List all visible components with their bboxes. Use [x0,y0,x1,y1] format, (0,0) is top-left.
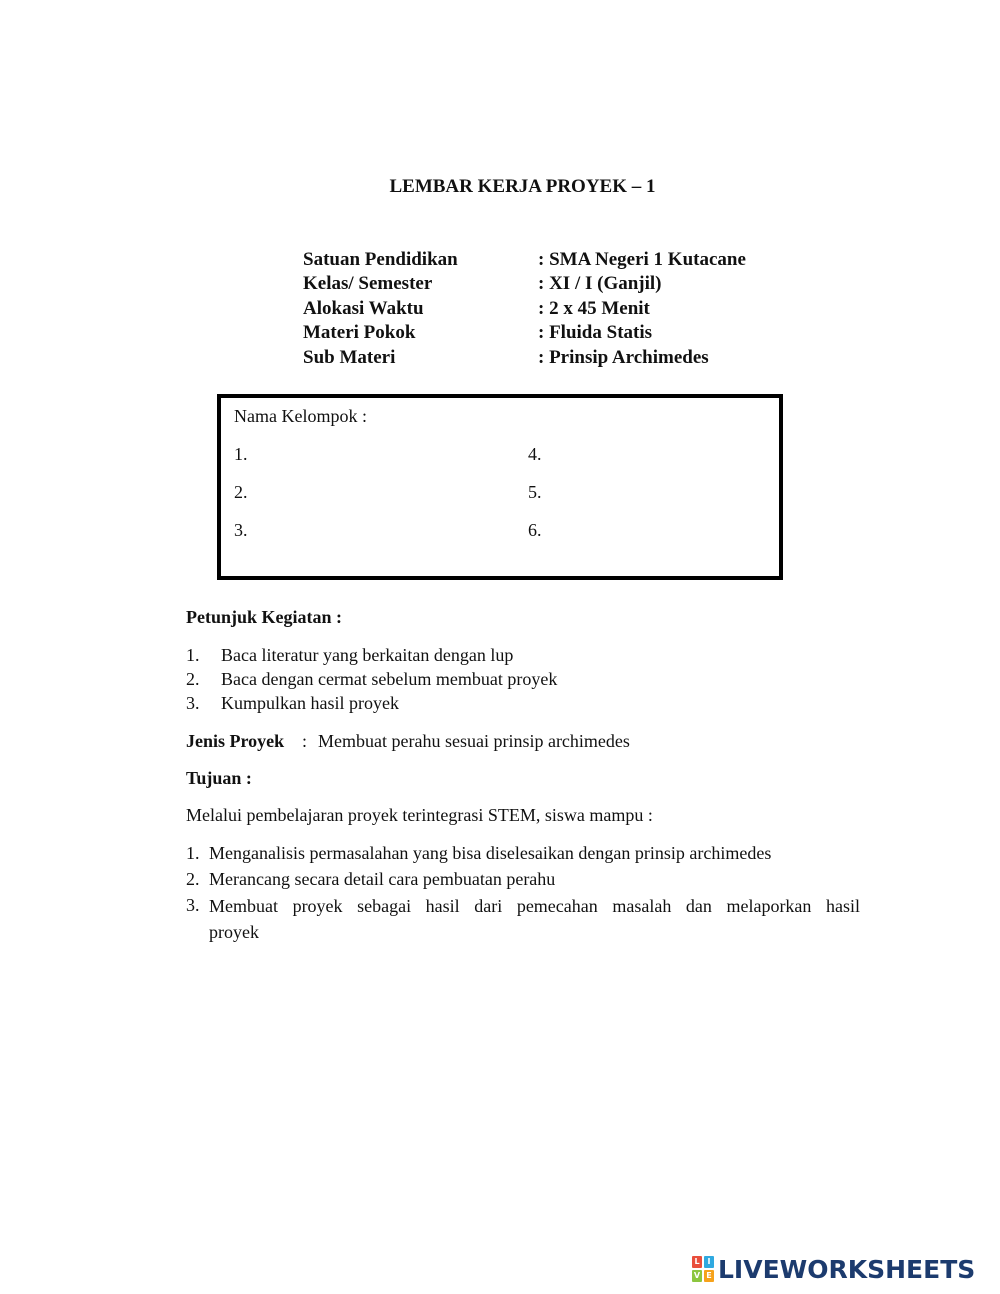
group-member-1[interactable]: 1. [234,444,248,464]
logo-letter-i: I [704,1256,714,1268]
group-label: Nama Kelompok : [234,406,367,426]
jenis-label: Jenis Proyek [186,731,285,751]
jenis-value: Membuat perahu sesuai prinsip archimedes [318,731,630,751]
tujuan-num-1: 1. [186,843,200,863]
info-value-materi: : Fluida Statis [538,322,653,343]
group-member-2[interactable]: 2. [234,482,248,502]
tujuan-num-3: 3. [186,895,200,915]
liveworksheets-logo [692,1253,975,1285]
info-label-sub-materi: Sub Materi [303,347,396,368]
petunjuk-item-2: Baca dengan cermat sebelum membuat proyek [221,669,558,689]
info-value-sub-materi: : Prinsip Archimedes [538,347,709,368]
tujuan-item-2: Merancang secara detail cara pembuatan perahu [209,869,556,889]
info-label-materi: Materi Pokok [303,322,416,343]
info-label-alokasi: Alokasi Waktu [303,298,424,319]
tujuan-item-3 [209,893,860,945]
liveworksheets-logo-text: LIVEWORKSHEETS [718,1254,976,1284]
tujuan-intro: Melalui pembelajaran proyek terintegrasi STEM, siswa mampu : [186,805,653,825]
info-value-alokasi: : 2 x 45 Menit [538,298,650,319]
jenis-separator: : [302,731,308,751]
tujuan-heading: Tujuan : [186,768,252,788]
group-member-3[interactable]: 3. [234,520,248,540]
petunjuk-item-3: Kumpulkan hasil proyek [221,693,399,713]
logo-letter-l: L [692,1256,702,1268]
petunjuk-num-3: 3. [186,693,200,713]
petunjuk-num-1: 1. [186,645,200,665]
info-label-satuan: Satuan Pendidikan [303,249,458,270]
document-title: LEMBAR KERJA PROYEK – 1 [389,176,656,197]
petunjuk-heading: Petunjuk Kegiatan : [186,607,343,627]
petunjuk-item-1: Baca literatur yang berkaitan dengan lup [221,645,514,665]
liveworksheets-logo-icon [692,1256,714,1282]
logo-letter-v: V [693,1271,701,1280]
group-members-box [217,394,783,580]
petunjuk-num-2: 2. [186,669,200,689]
info-label-kelas: Kelas/ Semester [303,273,433,294]
info-value-satuan: : SMA Negeri 1 Kutacane [538,249,746,270]
info-value-kelas: : XI / I (Ganjil) [538,273,662,294]
tujuan-item-3-line1: Membuat proyek sebagai hasil dari pemecahan masalah dan melaporkan hasil [209,896,860,916]
group-member-5[interactable]: 5. [528,482,542,502]
tujuan-num-2: 2. [186,869,200,889]
tujuan-item-3-line2: proyek [209,922,259,942]
tujuan-item-1: Menganalisis permasalahan yang bisa diselesaikan dengan prinsip archimedes [209,843,772,863]
logo-letter-e: E [704,1270,714,1282]
group-member-6[interactable]: 6. [528,520,542,540]
group-member-4[interactable]: 4. [528,444,542,464]
